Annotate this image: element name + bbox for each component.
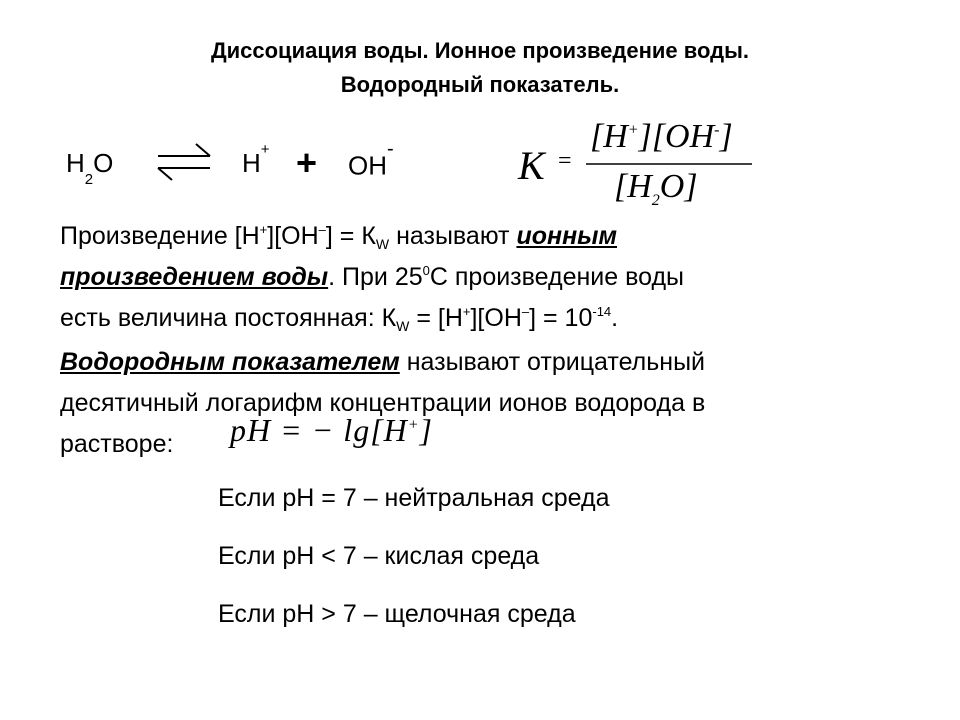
k-num-minus: -	[714, 121, 720, 139]
water-h: H	[66, 148, 85, 178]
ph-formula	[230, 412, 433, 449]
ionic-product-paragraph	[60, 216, 684, 339]
k-num-oh: ][OH	[638, 118, 715, 155]
para2-line-2: десятичный логарифм концентрации ионов водорода в	[60, 389, 706, 417]
condition-acidic: Если pH < 7 – кислая среда	[218, 542, 540, 570]
k-num-plus: +	[627, 121, 639, 139]
para1-line-3: есть величина постоянная: $К_W = [H^+][OH^-] = 10^{-14}$.	[60, 304, 619, 334]
condition-neutral: Если pH = 7 – нейтральная среда	[218, 484, 610, 512]
term-ph: Водородным показателем	[60, 348, 400, 376]
hydrogen-ion	[242, 141, 270, 179]
k-num-h: [H	[590, 118, 628, 155]
para1-line-2: произведением воды. При $25^0С$ произведение воды	[60, 263, 685, 291]
k-symbol: K	[518, 143, 545, 188]
plus-sign: +	[296, 142, 318, 183]
para2-line-3: растворе:	[60, 430, 174, 458]
ph-formula-close: ]	[419, 412, 433, 448]
title-line-2: Водородный показатель.	[340, 72, 620, 97]
para2-line-1: Водородным показателем называют отрицательный	[60, 348, 705, 376]
equilibrium-constant-formula	[508, 116, 768, 212]
term-ionic: ионным	[516, 222, 618, 250]
para1-line-1: Произведение $[H^+][OH^-] = К_W$ называют ионным	[60, 222, 618, 252]
hydroxide-ion	[348, 138, 394, 182]
equilibrium-arrows-icon	[154, 138, 218, 190]
k-den-o: O]	[659, 168, 698, 205]
fraction-bar	[586, 162, 756, 166]
k-den-h: [H	[614, 168, 652, 205]
k-den-two: 2	[651, 191, 660, 209]
dissociation-equation	[66, 130, 426, 200]
hydrogen-charge: +	[260, 141, 270, 159]
ph-formula-plus: +	[407, 416, 420, 434]
hydroxide-charge: -	[387, 138, 394, 160]
k-num-close: ]	[719, 118, 733, 155]
k-denominator	[614, 168, 698, 210]
hydrogen-symbol: H	[242, 148, 261, 178]
condition-alkaline: Если pH > 7 – щелочная среда	[218, 600, 576, 628]
water-o: O	[93, 148, 114, 178]
k-equals: =	[558, 148, 572, 174]
slide-title	[40, 34, 920, 102]
title-line-1: Диссоциация воды. Ионное произведение воды.	[210, 38, 750, 63]
hydroxide-symbol: OH	[348, 150, 387, 181]
water-formula	[66, 148, 114, 189]
ph-formula-body: pH = − lg[H	[230, 412, 408, 448]
k-numerator	[590, 118, 733, 156]
water-subscript: 2	[84, 171, 94, 189]
term-water-product: произведением воды	[60, 263, 329, 291]
